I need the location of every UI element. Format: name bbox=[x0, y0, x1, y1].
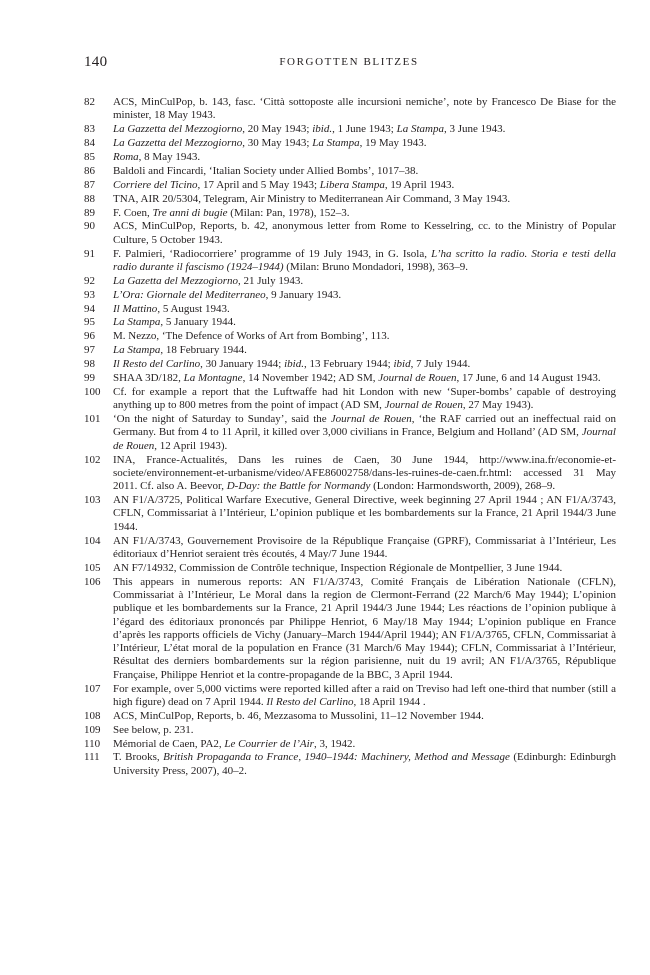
note-segment: , 18 April 1944 . bbox=[353, 695, 426, 708]
note-number: 94 bbox=[84, 302, 95, 315]
note-number: 98 bbox=[84, 358, 95, 371]
note-number: 110 bbox=[84, 737, 101, 750]
note-segment: INA, France-Actualités, Dans les ruines de Caen, 30 June 1944, http://www.ina.fr/economie-et-societe/environnement-et-urbanisme/video/AFE86002758/dans-les-ruines-de-caen.fr.html: accessed 31 May 2011. Cf. also A. Beevor, bbox=[113, 453, 616, 493]
endnote-92 bbox=[84, 275, 616, 288]
note-segment: ‘On the night of Saturday to Sunday’, said the bbox=[113, 413, 331, 426]
note-text bbox=[113, 386, 616, 413]
note-italic-segment: Journal de Rouen bbox=[378, 372, 457, 385]
note-segment: ACS, MinCulPop, Reports, b. 42, anonymous letter from Rome to Kesselring, cc. to the Ministry of Popular Culture, 5 October 1943. bbox=[113, 220, 616, 246]
endnote-104 bbox=[84, 535, 616, 562]
endnote-94 bbox=[84, 303, 616, 316]
note-italic-segment: ibid bbox=[393, 358, 411, 371]
note-segment: This appears in numerous reports: AN F1/A/3743, Comité Français de Libération Nationale (CFLN), Commissariat à l’Intérieur, Le Moral dans la region de Clermont-Ferrand (22 March/6 May 1944); L’opinion publique et les bombardements sur la France, 21 April 1944/3 June 1944; Les réactions de l’opinion publique à l’égard des éditoriaux prononcés par Philippe Henriot, 6 May/18 May 1944; L’opinion publique en France d’après les rapports officiels de Vichy (January–March 1944/April 1944); AN F1/A/3765, CFLN, Commissariat à l’Intérieur, L’état moral de la population en France (31 March/6 May 1944); CFLN, Commissariat à l’Intérieur, Résultat des derniers bombardements sur la région parisienne, nuit du 19 avril; AN F1/A/3765, République Française, Philippe Henriot et la contre-propagande de la BBC, 3 April 1944. bbox=[113, 575, 616, 681]
note-segment: , 9 January 1943. bbox=[265, 288, 342, 301]
note-segment: , 3 June 1943. bbox=[443, 123, 506, 136]
note-text bbox=[113, 179, 616, 192]
note-segment: M. Nezzo, ‘The Defence of Works of Art from Bombing’, 113. bbox=[113, 330, 390, 343]
note-segment: AN F1/A/3725, Political Warfare Executive, General Directive, week beginning 27 April 1944 ; AN F1/A/3743, CFLN, Commissariat à l’Intérieur, L’opinion publique et les bombardements sur la France, 21 April 1944/3 June 1944. bbox=[113, 494, 616, 533]
note-text bbox=[113, 413, 616, 453]
endnote-83 bbox=[84, 123, 616, 136]
note-text bbox=[113, 494, 616, 534]
note-number: 108 bbox=[84, 709, 101, 722]
note-segment: , 30 January 1944; bbox=[200, 358, 285, 371]
endnote-88 bbox=[84, 193, 616, 206]
endnote-101 bbox=[84, 413, 616, 453]
note-segment: , 14 November 1942; AD SM, bbox=[242, 372, 379, 385]
note-number: 95 bbox=[84, 316, 95, 329]
note-text bbox=[113, 96, 616, 123]
note-italic-segment: La Stampa bbox=[396, 123, 444, 136]
note-text bbox=[113, 372, 616, 385]
note-segment: SHAA 3D/182, bbox=[113, 372, 184, 385]
endnote-109 bbox=[84, 724, 616, 737]
note-number: 89 bbox=[84, 206, 95, 219]
note-italic-segment: La Gazzetta del Mezzogiorno bbox=[113, 123, 243, 136]
note-text bbox=[113, 165, 616, 178]
note-number: 87 bbox=[84, 178, 95, 191]
endnotes-list bbox=[84, 96, 616, 779]
note-text bbox=[113, 248, 616, 275]
note-text bbox=[113, 710, 616, 723]
endnote-89 bbox=[84, 207, 616, 220]
note-italic-segment: L’ha scritto la radio. Storia e testi della radio durante il fascismo (1924–1944) bbox=[113, 247, 616, 273]
note-text bbox=[113, 738, 616, 751]
note-text bbox=[113, 535, 616, 562]
note-number: 84 bbox=[84, 137, 95, 150]
endnote-93 bbox=[84, 289, 616, 302]
note-italic-segment: Il Resto del Carlino bbox=[266, 695, 354, 708]
note-segment: For example, over 5,000 victims were reported killed after a raid on Treviso had left one-third that number (still a high figure) dead on 7 April 1944. bbox=[113, 682, 616, 708]
note-number: 103 bbox=[84, 494, 101, 507]
endnote-85 bbox=[84, 151, 616, 164]
note-segment: , 3, 1942. bbox=[313, 737, 356, 750]
endnote-105 bbox=[84, 562, 616, 575]
note-italic-segment: La Stampa bbox=[113, 316, 161, 329]
note-number: 92 bbox=[84, 274, 95, 287]
note-segment: Baldoli and Fincardi, ‘Italian Society under Allied Bombs’, 1017–38. bbox=[113, 164, 419, 177]
running-title: FORGOTTEN BLITZES bbox=[279, 56, 419, 68]
note-text bbox=[113, 562, 616, 575]
note-italic-segment: La Montagne bbox=[183, 372, 243, 385]
note-text bbox=[113, 275, 616, 288]
note-segment: See below, p. 231. bbox=[113, 723, 194, 736]
note-number: 102 bbox=[84, 453, 101, 466]
note-text bbox=[113, 344, 616, 357]
note-number: 107 bbox=[84, 682, 101, 695]
note-text bbox=[113, 576, 616, 682]
note-segment: (Milan: Bruno Mondadori, 1998), 363–9. bbox=[283, 260, 469, 273]
note-number: 91 bbox=[84, 247, 95, 260]
note-segment: , 17 June, 6 and 14 August 1943. bbox=[456, 372, 601, 385]
note-number: 96 bbox=[84, 330, 95, 343]
note-text bbox=[113, 137, 616, 150]
endnote-82 bbox=[84, 96, 616, 123]
note-text bbox=[113, 289, 616, 302]
endnote-87 bbox=[84, 179, 616, 192]
note-number: 105 bbox=[84, 561, 101, 574]
note-segment: Cf. for example a report that the Luftwaffe had hit London with new ‘Super-bombs’ capable of destroying anything up to 800 metres from the point of impact (AD SM, bbox=[113, 385, 616, 412]
running-head bbox=[84, 54, 614, 76]
note-number: 97 bbox=[84, 344, 95, 357]
note-italic-segment: L’Ora: Giornale del Mediterraneo bbox=[113, 288, 266, 301]
note-number: 104 bbox=[84, 534, 101, 547]
note-italic-segment: Journal de Rouen bbox=[384, 399, 463, 412]
note-number: 83 bbox=[84, 123, 95, 136]
endnote-90 bbox=[84, 220, 616, 247]
note-segment: , 20 May 1943; bbox=[242, 123, 313, 136]
note-segment: AN F7/14932, Commission de Contrôle technique, Inspection Régionale de Montpellier, 3 June 1944. bbox=[113, 561, 563, 574]
note-segment: (Milan: Pan, 1978), 152–3. bbox=[227, 206, 350, 219]
note-segment: , 27 May 1943). bbox=[462, 399, 534, 412]
note-number: 86 bbox=[84, 164, 95, 177]
note-text bbox=[113, 330, 616, 343]
note-segment: , 21 July 1943. bbox=[237, 274, 304, 287]
note-text bbox=[113, 207, 616, 220]
note-italic-segment: Il Resto del Carlino bbox=[113, 358, 201, 371]
note-text bbox=[113, 358, 616, 371]
note-text bbox=[113, 724, 616, 737]
note-segment: , 18 February 1944. bbox=[160, 344, 247, 357]
note-text bbox=[113, 316, 616, 329]
note-text bbox=[113, 151, 616, 164]
endnote-95 bbox=[84, 316, 616, 329]
note-segment: Mémorial de Caen, PA2, bbox=[113, 737, 225, 750]
note-segment: , 1 June 1943; bbox=[332, 123, 397, 136]
note-number: 93 bbox=[84, 288, 95, 301]
page-number: 140 bbox=[84, 54, 108, 70]
endnote-110 bbox=[84, 738, 616, 751]
note-italic-segment: Le Courrier de l’Air bbox=[224, 737, 314, 750]
note-segment: (London: Harmondsworth, 2009), 268–9. bbox=[370, 480, 556, 493]
note-segment: T. Brooks, bbox=[113, 751, 164, 764]
note-italic-segment: La Stampa bbox=[312, 137, 360, 150]
endnote-99 bbox=[84, 372, 616, 385]
note-italic-segment: Roma bbox=[113, 150, 139, 163]
note-italic-segment: Corriere del Ticino bbox=[113, 178, 198, 191]
endnote-91 bbox=[84, 248, 616, 275]
note-italic-segment: La Gazzetta del Mezzogiorno bbox=[113, 137, 243, 150]
endnote-103 bbox=[84, 494, 616, 534]
note-segment: ACS, MinCulPop, b. 143, fasc. ‘Città sottoposte alle incursioni nemiche’, note by Francesco De Biase for the minister, 18 May 1943. bbox=[113, 96, 616, 122]
note-italic-segment: ibid. bbox=[284, 358, 304, 371]
note-text bbox=[113, 193, 616, 206]
note-text bbox=[113, 303, 616, 316]
note-number: 90 bbox=[84, 220, 95, 233]
note-italic-segment: Journal de Rouen bbox=[113, 426, 616, 452]
note-number: 85 bbox=[84, 150, 95, 163]
note-italic-segment: La Stampa bbox=[113, 344, 161, 357]
endnote-86 bbox=[84, 165, 616, 178]
note-segment: , 12 April 1943). bbox=[154, 439, 228, 452]
note-number: 101 bbox=[84, 413, 101, 426]
note-italic-segment: Journal de Rouen bbox=[330, 413, 412, 426]
note-number: 82 bbox=[84, 96, 95, 108]
note-segment: , 5 August 1943. bbox=[157, 302, 230, 315]
note-segment: , 30 May 1943; bbox=[242, 137, 313, 150]
note-segment: , 19 April 1943. bbox=[384, 178, 455, 191]
note-segment: , 19 May 1943. bbox=[359, 137, 427, 150]
note-segment: AN F1/A/3743, Gouvernement Provisoire de la République Française (GPRF), Commissariat à l’Intérieur, Les éditoriaux d’Henriot seraient très écoutés, 4 May/7 June 1944. bbox=[113, 534, 616, 560]
note-text bbox=[113, 123, 616, 136]
note-number: 100 bbox=[84, 385, 101, 398]
note-italic-segment: Il Mattino bbox=[113, 302, 158, 315]
note-segment: F. Coen, bbox=[113, 206, 153, 219]
note-text bbox=[113, 683, 616, 710]
note-number: 99 bbox=[84, 372, 95, 385]
endnote-106 bbox=[84, 576, 616, 682]
note-segment: TNA, AIR 20/5304, Telegram, Air Ministry to Mediterranean Air Command, 3 May 1943. bbox=[113, 192, 511, 205]
note-number: 88 bbox=[84, 192, 95, 205]
endnote-111 bbox=[84, 751, 616, 778]
note-text bbox=[113, 454, 616, 494]
endnote-98 bbox=[84, 358, 616, 371]
note-italic-segment: La Gazetta del Mezzogiorno bbox=[113, 274, 238, 287]
note-text bbox=[113, 220, 616, 247]
note-segment: , 13 February 1944; bbox=[303, 358, 394, 371]
note-segment: , 5 January 1944. bbox=[160, 316, 236, 329]
note-segment: (Edinburgh: Edinburgh University Press, 2007), 40–2. bbox=[113, 751, 616, 777]
note-italic-segment: ibid. bbox=[312, 123, 333, 136]
note-italic-segment: Libera Stampa bbox=[319, 178, 385, 191]
note-segment: ACS, MinCulPop, Reports, b. 46, Mezzasoma to Mussolini, 11–12 November 1944. bbox=[113, 709, 484, 722]
endnote-102 bbox=[84, 454, 616, 494]
note-number: 109 bbox=[84, 723, 101, 736]
endnote-107 bbox=[84, 683, 616, 710]
endnote-97 bbox=[84, 344, 616, 357]
endnote-100 bbox=[84, 386, 616, 413]
note-italic-segment: British Propaganda to France, 1940–1944: Machinery, Method and Message bbox=[163, 751, 510, 764]
note-italic-segment: Tre anni di bugie bbox=[152, 206, 228, 219]
note-segment: , 8 May 1943. bbox=[138, 150, 201, 163]
note-segment: , 7 July 1944. bbox=[410, 358, 471, 371]
note-segment: , ‘the RAF carried out an ineffectual raid on Germany. But from 4 to 11 April, it killed over 3,000 civilians in France, Belgium and Holland’ (AD SM, bbox=[113, 413, 616, 439]
note-italic-segment: D-Day: the Battle for Normandy bbox=[226, 480, 371, 493]
endnote-96 bbox=[84, 330, 616, 343]
note-number: 106 bbox=[84, 575, 101, 588]
note-number: 111 bbox=[84, 751, 100, 764]
endnote-108 bbox=[84, 710, 616, 723]
note-text bbox=[113, 751, 616, 778]
note-segment: , 17 April and 5 May 1943; bbox=[197, 178, 320, 191]
note-segment: F. Palmieri, ‘Radiocorriere’ programme of 19 July 1943, in G. Isola, bbox=[113, 247, 432, 260]
endnote-84 bbox=[84, 137, 616, 150]
